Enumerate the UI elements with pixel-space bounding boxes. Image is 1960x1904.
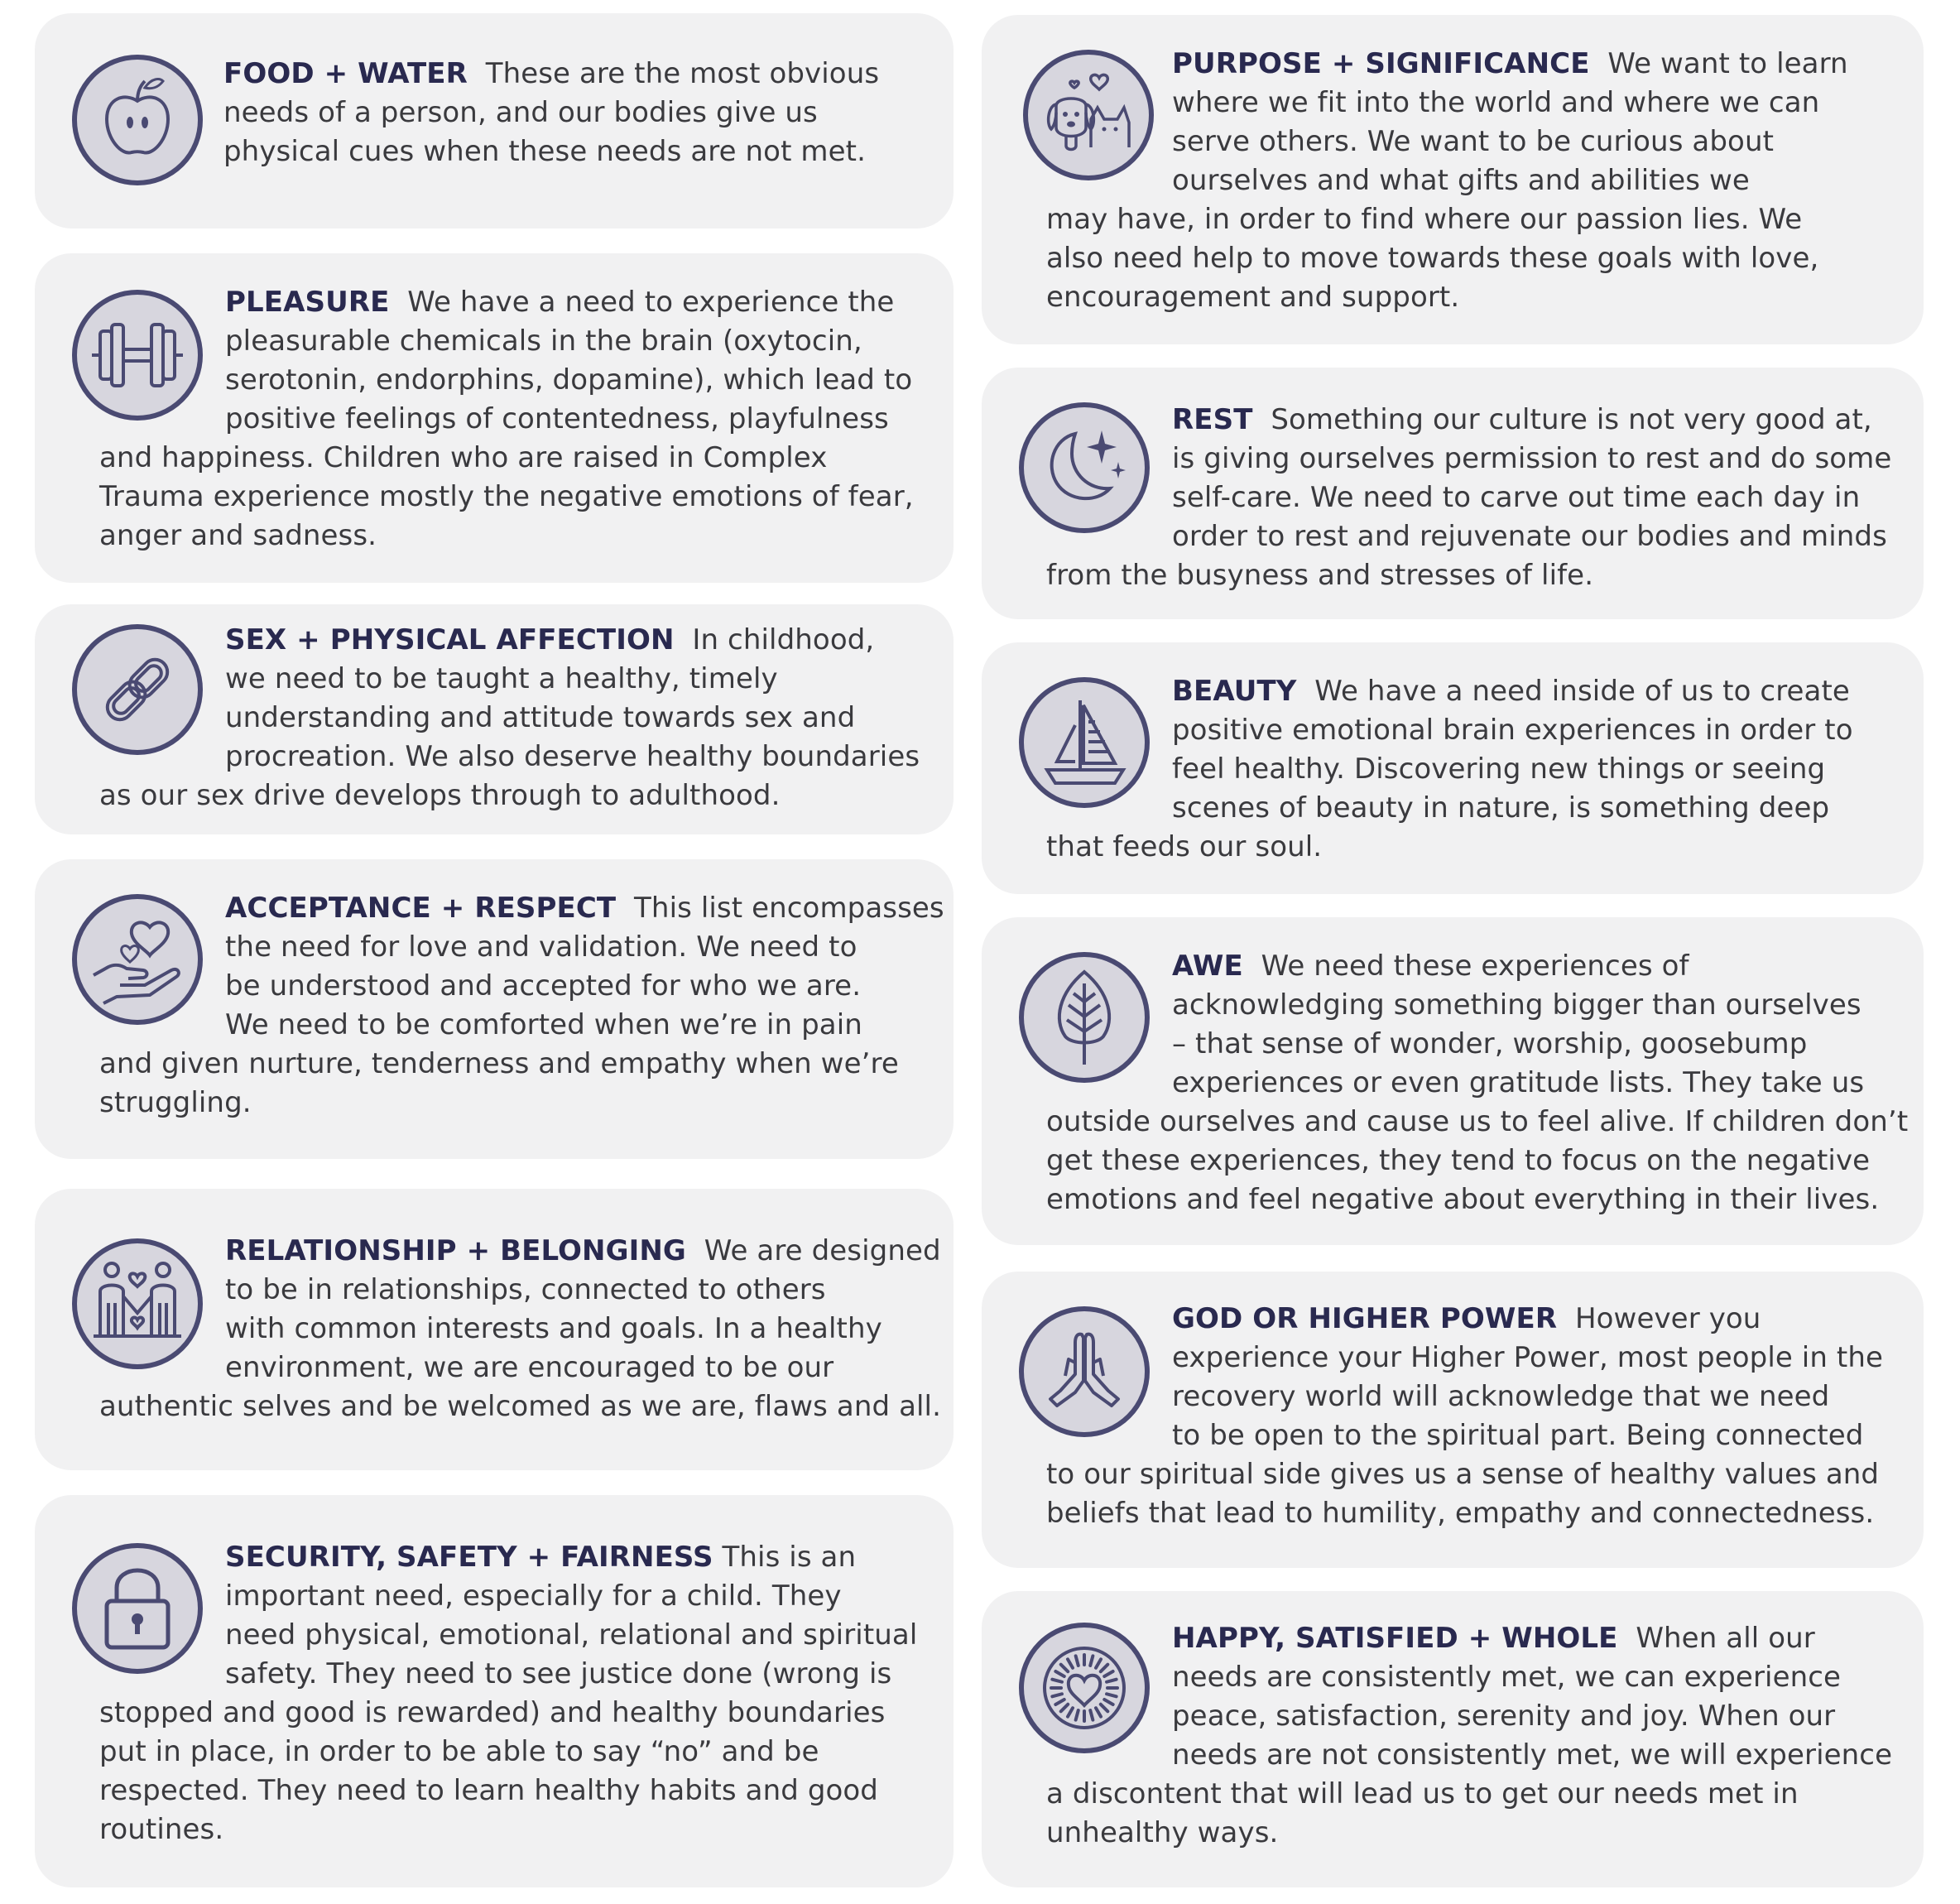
text-line: put in place, in order to be able to say “no” and be bbox=[99, 1735, 819, 1768]
need-card-awe bbox=[982, 917, 1924, 1245]
text-line: These are the most obvious bbox=[485, 57, 880, 90]
text-line: a discontent that will lead us to get our needs met in bbox=[1046, 1777, 1799, 1810]
need-card-purpose-significance bbox=[982, 15, 1924, 344]
text-line: important need, especially for a child. They bbox=[225, 1579, 842, 1613]
need-title: GOD OR HIGHER POWER bbox=[1172, 1302, 1558, 1335]
text-line: also need help to move towards these goals with love, bbox=[1046, 242, 1819, 275]
need-text bbox=[1046, 1619, 1892, 1853]
text-line: physical cues when these needs are not met. bbox=[223, 135, 866, 168]
need-title: ACCEPTANCE + RESPECT bbox=[225, 892, 617, 925]
text-line: is giving ourselves permission to rest and do some bbox=[1172, 442, 1892, 475]
need-title: PLEASURE bbox=[225, 286, 390, 319]
text-line: to be in relationships, connected to others bbox=[225, 1273, 826, 1306]
text-line: emotions and feel negative about everything in their lives. bbox=[1046, 1183, 1880, 1216]
need-card-rest bbox=[982, 368, 1924, 619]
text-line: with common interests and goals. In a healthy bbox=[225, 1312, 882, 1345]
text-line: We want to learn bbox=[1607, 47, 1848, 80]
text-line: We need these experiences of bbox=[1261, 950, 1689, 983]
text-line: unhealthy ways. bbox=[1046, 1816, 1279, 1849]
text-line: self-care. We need to carve out time each day in bbox=[1172, 481, 1861, 514]
text-line: needs of a person, and our bodies give us bbox=[223, 96, 818, 129]
need-text bbox=[1046, 401, 1891, 595]
need-title: AWE bbox=[1172, 950, 1243, 983]
text-line: serve others. We want to be curious about bbox=[1172, 125, 1775, 158]
text-line: When all our bbox=[1636, 1622, 1815, 1655]
apple-icon bbox=[70, 53, 204, 187]
need-card-happy-satisfied-whole bbox=[982, 1591, 1924, 1887]
text-line: and given nurture, tenderness and empathy when we’re bbox=[99, 1047, 899, 1080]
need-text bbox=[1046, 947, 1908, 1219]
need-title: PURPOSE + SIGNIFICANCE bbox=[1172, 47, 1590, 80]
text-line: peace, satisfaction, serenity and joy. When our bbox=[1172, 1700, 1836, 1733]
need-title: FOOD + WATER bbox=[223, 57, 468, 90]
text-line: This list encompasses bbox=[634, 892, 944, 925]
text-line: experiences or even gratitude lists. They take us bbox=[1172, 1066, 1865, 1099]
text-line: acknowledging something bigger than ourselves bbox=[1172, 988, 1862, 1022]
text-line: where we fit into the world and where we can bbox=[1172, 86, 1820, 119]
text-line: as our sex drive develops through to adulthood. bbox=[99, 779, 781, 812]
text-line: We have a need inside of us to create bbox=[1314, 675, 1850, 708]
need-text bbox=[99, 621, 920, 815]
text-line: anger and sadness. bbox=[99, 519, 377, 552]
text-line: Trauma experience mostly the negative emotions of fear, bbox=[99, 480, 914, 513]
need-card-sex-physical-affection bbox=[35, 604, 954, 834]
text-line: positive feelings of contentedness, playfulness bbox=[225, 402, 889, 435]
text-line: feel healthy. Discovering new things or seeing bbox=[1172, 752, 1826, 786]
need-card-relationship-belonging bbox=[35, 1189, 954, 1470]
text-line: beliefs that lead to humility, empathy and connectedness. bbox=[1046, 1497, 1875, 1530]
text-line: outside ourselves and cause us to feel alive. If children don’t bbox=[1046, 1105, 1909, 1138]
text-line: encouragement and support. bbox=[1046, 281, 1460, 314]
need-card-god-higher-power bbox=[982, 1272, 1924, 1568]
text-line: safety. They need to see justice done (wrong is bbox=[225, 1657, 892, 1690]
text-line: from the busyness and stresses of life. bbox=[1046, 559, 1594, 592]
text-line: recovery world will acknowledge that we need bbox=[1172, 1380, 1830, 1413]
need-text bbox=[1046, 672, 1853, 867]
text-line: to our spiritual side gives us a sense of healthy values and bbox=[1046, 1458, 1880, 1491]
text-line: environment, we are encouraged to be our bbox=[225, 1351, 834, 1384]
text-line: stopped and good is rewarded) and healthy boundaries bbox=[99, 1696, 886, 1729]
need-card-acceptance-respect bbox=[35, 859, 954, 1159]
text-line: We have a need to experience the bbox=[407, 286, 895, 319]
need-title: BEAUTY bbox=[1172, 675, 1297, 708]
text-line: However you bbox=[1574, 1302, 1761, 1335]
text-line: procreation. We also deserve healthy boundaries bbox=[225, 740, 920, 773]
need-text bbox=[99, 283, 914, 555]
text-line: experience your Higher Power, most people in the bbox=[1172, 1341, 1883, 1374]
need-card-pleasure bbox=[35, 253, 954, 583]
text-line: respected. They need to learn healthy habits and good bbox=[99, 1774, 878, 1807]
text-line: pleasurable chemicals in the brain (oxytocin, bbox=[225, 325, 862, 358]
text-line: This is an bbox=[722, 1541, 857, 1574]
text-line: and happiness. Children who are raised in Complex bbox=[99, 441, 828, 474]
need-card-security-safety-fairness bbox=[35, 1495, 954, 1887]
text-line: routines. bbox=[99, 1813, 224, 1846]
text-line: need physical, emotional, relational and spiritual bbox=[225, 1618, 918, 1652]
text-line: – that sense of wonder, worship, goosebump bbox=[1172, 1027, 1808, 1060]
text-line: scenes of beauty in nature, is something deep bbox=[1172, 791, 1830, 825]
text-line: be understood and accepted for who we are. bbox=[225, 969, 862, 1002]
need-text bbox=[223, 55, 879, 171]
text-line: may have, in order to find where our passion lies. We bbox=[1046, 203, 1803, 236]
need-title: RELATIONSHIP + BELONGING bbox=[225, 1234, 686, 1267]
text-line: Something our culture is not very good at, bbox=[1271, 403, 1872, 436]
text-line: needs are not consistently met, we will experience bbox=[1172, 1738, 1893, 1772]
need-text bbox=[1046, 1300, 1883, 1533]
need-title: HAPPY, SATISFIED + WHOLE bbox=[1172, 1622, 1618, 1655]
need-title: SECURITY, SAFETY + FAIRNESS bbox=[225, 1541, 713, 1574]
text-line: that feeds our soul. bbox=[1046, 830, 1323, 863]
text-line: struggling. bbox=[99, 1086, 252, 1119]
need-text bbox=[1046, 45, 1848, 317]
need-card-food-water bbox=[35, 13, 954, 228]
text-line: needs are consistently met, we can experience bbox=[1172, 1661, 1842, 1694]
need-text bbox=[99, 1538, 917, 1849]
text-line: We are designed bbox=[704, 1234, 941, 1267]
need-title: SEX + PHYSICAL AFFECTION bbox=[225, 623, 675, 656]
text-line: serotonin, endorphins, dopamine), which lead to bbox=[225, 363, 913, 397]
text-line: order to rest and rejuvenate our bodies and minds bbox=[1172, 520, 1887, 553]
need-text bbox=[99, 889, 944, 1123]
text-line: authentic selves and be welcomed as we are, flaws and all. bbox=[99, 1390, 942, 1423]
text-line: get these experiences, they tend to focus on the negative bbox=[1046, 1144, 1871, 1177]
text-line: to be open to the spiritual part. Being connected bbox=[1172, 1419, 1864, 1452]
text-line: understanding and attitude towards sex and bbox=[225, 701, 856, 734]
text-line: we need to be taught a healthy, timely bbox=[225, 662, 778, 695]
text-line: We need to be comforted when we’re in pain bbox=[225, 1008, 862, 1041]
text-line: ourselves and what gifts and abilities we bbox=[1172, 164, 1750, 197]
need-card-beauty bbox=[982, 642, 1924, 894]
need-title: REST bbox=[1172, 403, 1253, 436]
text-line: the need for love and validation. We need to bbox=[225, 930, 858, 964]
text-line: In childhood, bbox=[692, 623, 875, 656]
text-line: positive emotional brain experiences in order to bbox=[1172, 714, 1853, 747]
need-text bbox=[99, 1232, 941, 1426]
